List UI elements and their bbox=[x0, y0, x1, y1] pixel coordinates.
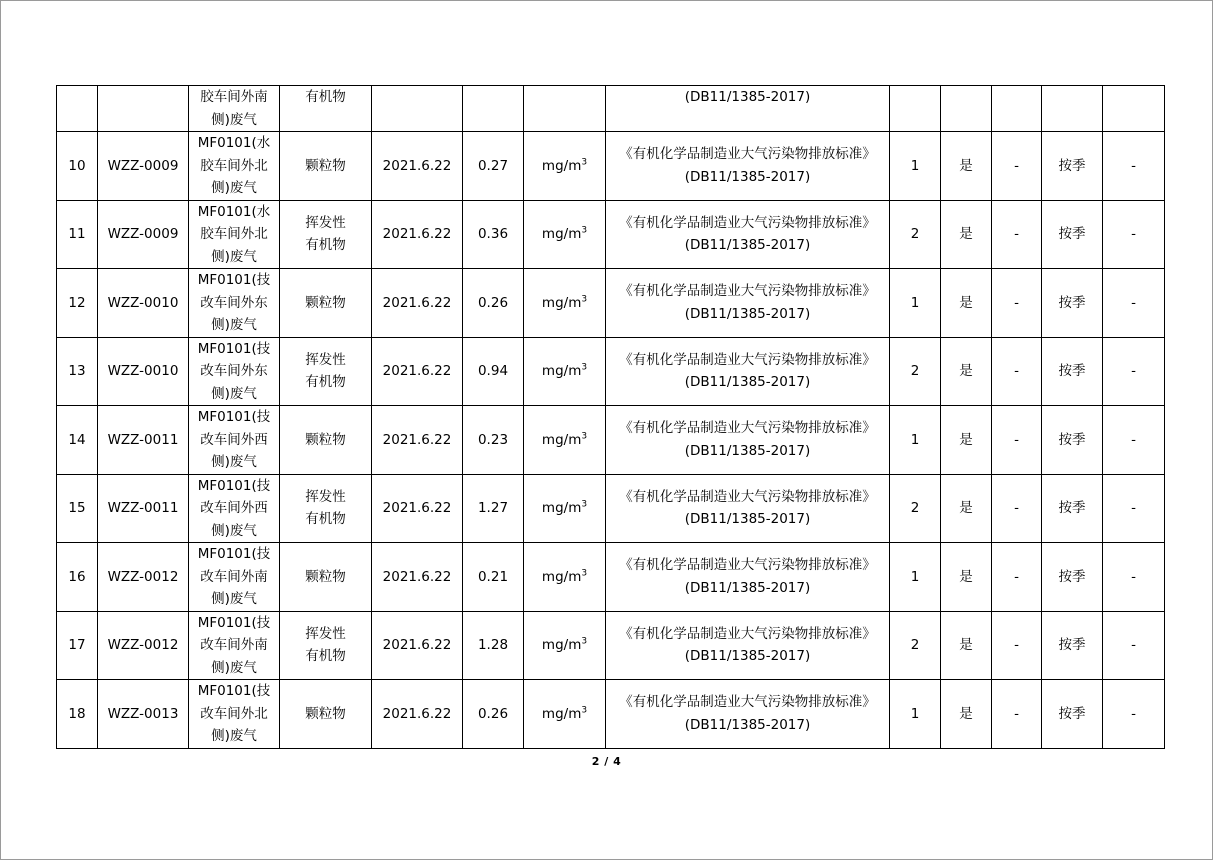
cell-code: WZZ-0010 bbox=[98, 269, 189, 338]
point-line: MF0101(技 bbox=[197, 614, 271, 631]
cell-standard bbox=[606, 474, 890, 543]
cell-no: 13 bbox=[57, 337, 98, 406]
table-row bbox=[57, 132, 1165, 201]
cell-remark: - bbox=[1103, 474, 1165, 543]
standard-code: (DB11/1385-2017) bbox=[684, 374, 811, 391]
point-line: MF0101(技 bbox=[197, 272, 271, 288]
point-line: MF0101(技 bbox=[197, 546, 271, 562]
cell-pollutant bbox=[280, 337, 372, 406]
unit-superscript: 3 bbox=[581, 362, 588, 373]
cell-compliant: 是 bbox=[941, 543, 992, 612]
unit-text: mg/m bbox=[541, 637, 582, 653]
cell-unit bbox=[524, 86, 606, 132]
cell-unit bbox=[524, 200, 606, 269]
cell-count: 1 bbox=[890, 543, 941, 612]
standard-name: 《有机化学品制造业大气污染物排放标准》 bbox=[619, 283, 876, 300]
cell-monitoring-point bbox=[189, 269, 280, 338]
cell-no: 16 bbox=[57, 543, 98, 612]
cell-unit bbox=[524, 611, 606, 680]
standard-code: (DB11/1385-2017) bbox=[684, 511, 811, 528]
cell-value: 0.94 bbox=[463, 337, 524, 406]
pollutant-line: 挥发性 bbox=[305, 488, 346, 505]
cell-no: 11 bbox=[57, 200, 98, 269]
point-line: 改车间外东 bbox=[200, 363, 268, 379]
unit-text: mg/m bbox=[541, 294, 582, 311]
table-row bbox=[57, 611, 1165, 680]
cell-date: 2021.6.22 bbox=[372, 200, 463, 269]
table-row bbox=[57, 406, 1165, 475]
unit-superscript: 3 bbox=[581, 431, 588, 441]
point-line: 改车间外西 bbox=[200, 431, 268, 448]
cell-value bbox=[463, 86, 524, 132]
cell-exceed: - bbox=[992, 680, 1042, 749]
cell-standard bbox=[606, 269, 890, 338]
point-line: 改车间外南 bbox=[200, 637, 268, 653]
unit-superscript: 3 bbox=[581, 705, 588, 715]
point-line: 侧)废气 bbox=[211, 317, 257, 333]
cell-remark bbox=[1103, 86, 1165, 132]
cell-count: 1 bbox=[890, 132, 941, 201]
standard-code: (DB11/1385-2017) bbox=[684, 716, 811, 733]
cell-code: WZZ-0010 bbox=[98, 337, 189, 406]
cell-date bbox=[372, 86, 463, 132]
cell-value: 1.28 bbox=[463, 611, 524, 680]
pollutant-line: 有机物 bbox=[305, 374, 346, 391]
point-line: MF0101(技 bbox=[197, 683, 271, 699]
point-line: 侧)废气 bbox=[211, 522, 257, 539]
cell-pollutant bbox=[280, 132, 372, 201]
table-row bbox=[57, 680, 1165, 749]
cell-frequency: 按季 bbox=[1042, 474, 1103, 543]
table-row bbox=[57, 269, 1165, 338]
point-line: 侧)废气 bbox=[211, 111, 257, 128]
point-line: MF0101(技 bbox=[197, 409, 271, 425]
cell-value: 0.26 bbox=[463, 680, 524, 749]
cell-remark: - bbox=[1103, 680, 1165, 749]
cell-date: 2021.6.22 bbox=[372, 406, 463, 475]
unit-superscript: 3 bbox=[581, 157, 588, 167]
pollutant-line: 有机物 bbox=[305, 511, 346, 528]
point-line: 侧)废气 bbox=[211, 591, 257, 607]
cell-code: WZZ-0012 bbox=[98, 543, 189, 612]
cell-compliant bbox=[941, 86, 992, 132]
cell-no: 14 bbox=[57, 406, 98, 475]
pollutant-line: 有机物 bbox=[305, 648, 346, 665]
standard-name: 《有机化学品制造业大气污染物排放标准》 bbox=[619, 214, 876, 231]
cell-frequency: 按季 bbox=[1042, 337, 1103, 406]
cell-compliant: 是 bbox=[941, 406, 992, 475]
cell-standard bbox=[606, 132, 890, 201]
cell-unit bbox=[524, 474, 606, 543]
pollutant-line: 颗粒物 bbox=[305, 568, 346, 585]
cell-compliant: 是 bbox=[941, 337, 992, 406]
standard-name: 《有机化学品制造业大气污染物排放标准》 bbox=[619, 557, 876, 574]
unit-text: mg/m bbox=[541, 226, 582, 242]
monitoring-results-table bbox=[56, 85, 1165, 749]
cell-count: 2 bbox=[890, 611, 941, 680]
cell-no: 17 bbox=[57, 611, 98, 680]
unit-text: mg/m bbox=[541, 500, 582, 516]
point-line: 侧)废气 bbox=[211, 248, 257, 265]
unit-text: mg/m bbox=[541, 568, 582, 585]
cell-frequency: 按季 bbox=[1042, 269, 1103, 338]
cell-standard bbox=[606, 406, 890, 475]
cell-standard bbox=[606, 680, 890, 749]
cell-standard bbox=[606, 611, 890, 680]
cell-date: 2021.6.22 bbox=[372, 680, 463, 749]
unit-superscript: 3 bbox=[581, 636, 588, 647]
point-line: 侧)废气 bbox=[211, 385, 257, 402]
standard-code: (DB11/1385-2017) bbox=[684, 305, 811, 322]
cell-frequency: 按季 bbox=[1042, 543, 1103, 612]
cell-pollutant bbox=[280, 474, 372, 543]
pollutant-line: 挥发性 bbox=[305, 351, 346, 368]
standard-code: (DB11/1385-2017) bbox=[684, 89, 811, 105]
cell-frequency: 按季 bbox=[1042, 680, 1103, 749]
table-row bbox=[57, 543, 1165, 612]
cell-date: 2021.6.22 bbox=[372, 474, 463, 543]
cell-pollutant bbox=[280, 680, 372, 749]
cell-code: WZZ-0011 bbox=[98, 406, 189, 475]
cell-value: 0.36 bbox=[463, 200, 524, 269]
standard-name: 《有机化学品制造业大气污染物排放标准》 bbox=[619, 694, 876, 711]
unit-superscript: 3 bbox=[581, 568, 588, 578]
cell-unit bbox=[524, 337, 606, 406]
cell-remark: - bbox=[1103, 200, 1165, 269]
cell-unit bbox=[524, 406, 606, 475]
cell-count: 2 bbox=[890, 337, 941, 406]
cell-date: 2021.6.22 bbox=[372, 543, 463, 612]
point-line: 改车间外北 bbox=[200, 705, 268, 722]
cell-monitoring-point bbox=[189, 200, 280, 269]
cell-remark: - bbox=[1103, 543, 1165, 612]
standard-name: 《有机化学品制造业大气污染物排放标准》 bbox=[619, 146, 876, 163]
cell-remark: - bbox=[1103, 337, 1165, 406]
unit-text: mg/m bbox=[541, 157, 582, 174]
pollutant-line: 有机物 bbox=[305, 237, 346, 254]
cell-standard bbox=[606, 337, 890, 406]
cell-pollutant bbox=[280, 543, 372, 612]
pollutant-line: 有机物 bbox=[305, 89, 346, 105]
standard-code: (DB11/1385-2017) bbox=[684, 648, 811, 665]
cell-code: WZZ-0012 bbox=[98, 611, 189, 680]
cell-pollutant bbox=[280, 611, 372, 680]
cell-compliant: 是 bbox=[941, 680, 992, 749]
point-line: MF0101(技 bbox=[197, 477, 271, 494]
cell-monitoring-point bbox=[189, 406, 280, 475]
point-line: MF0101(水 bbox=[197, 135, 271, 151]
point-line: 侧)废气 bbox=[211, 659, 257, 676]
standard-code: (DB11/1385-2017) bbox=[684, 168, 811, 185]
point-line: 侧)废气 bbox=[211, 454, 257, 470]
cell-monitoring-point bbox=[189, 132, 280, 201]
cell-count: 2 bbox=[890, 200, 941, 269]
cell-unit bbox=[524, 543, 606, 612]
standard-name: 《有机化学品制造业大气污染物排放标准》 bbox=[619, 351, 876, 368]
standard-name: 《有机化学品制造业大气污染物排放标准》 bbox=[619, 420, 876, 437]
cell-remark: - bbox=[1103, 269, 1165, 338]
cell-monitoring-point bbox=[189, 86, 280, 132]
cell-count: 1 bbox=[890, 269, 941, 338]
cell-no: 15 bbox=[57, 474, 98, 543]
cell-remark: - bbox=[1103, 132, 1165, 201]
table-row bbox=[57, 337, 1165, 406]
cell-count: 2 bbox=[890, 474, 941, 543]
point-line: MF0101(水 bbox=[197, 203, 271, 220]
cell-unit bbox=[524, 269, 606, 338]
cell-code: WZZ-0011 bbox=[98, 474, 189, 543]
point-line: 侧)废气 bbox=[211, 180, 257, 196]
cell-pollutant bbox=[280, 200, 372, 269]
cell-no: 12 bbox=[57, 269, 98, 338]
cell-compliant: 是 bbox=[941, 200, 992, 269]
point-line: 侧)废气 bbox=[211, 728, 257, 744]
cell-standard bbox=[606, 200, 890, 269]
cell-standard bbox=[606, 543, 890, 612]
cell-exceed: - bbox=[992, 337, 1042, 406]
cell-unit bbox=[524, 680, 606, 749]
cell-frequency: 按季 bbox=[1042, 406, 1103, 475]
cell-exceed: - bbox=[992, 132, 1042, 201]
cell-value: 0.27 bbox=[463, 132, 524, 201]
unit-text: mg/m bbox=[541, 705, 582, 722]
pollutant-line: 颗粒物 bbox=[305, 705, 346, 722]
cell-exceed: - bbox=[992, 406, 1042, 475]
cell-code: WZZ-0013 bbox=[98, 680, 189, 749]
cell-count: 1 bbox=[890, 406, 941, 475]
cell-value: 0.23 bbox=[463, 406, 524, 475]
cell-no: 10 bbox=[57, 132, 98, 201]
cell-compliant: 是 bbox=[941, 474, 992, 543]
standard-name: 《有机化学品制造业大气污染物排放标准》 bbox=[619, 488, 876, 505]
cell-date: 2021.6.22 bbox=[372, 132, 463, 201]
point-line: 改车间外南 bbox=[200, 568, 268, 585]
cell-monitoring-point bbox=[189, 611, 280, 680]
cell-value: 0.21 bbox=[463, 543, 524, 612]
standard-code: (DB11/1385-2017) bbox=[684, 442, 811, 459]
cell-monitoring-point bbox=[189, 680, 280, 749]
point-line: 胶车间外北 bbox=[200, 157, 268, 174]
cell-frequency: 按季 bbox=[1042, 132, 1103, 201]
point-line: 改车间外西 bbox=[200, 500, 268, 516]
cell-exceed: - bbox=[992, 474, 1042, 543]
cell-value: 1.27 bbox=[463, 474, 524, 543]
cell-no bbox=[57, 86, 98, 132]
unit-superscript: 3 bbox=[581, 225, 588, 236]
cell-frequency: 按季 bbox=[1042, 200, 1103, 269]
table-row bbox=[57, 474, 1165, 543]
cell-pollutant bbox=[280, 86, 372, 132]
cell-monitoring-point bbox=[189, 337, 280, 406]
unit-superscript: 3 bbox=[581, 294, 588, 304]
cell-frequency bbox=[1042, 86, 1103, 132]
cell-exceed bbox=[992, 86, 1042, 132]
cell-code bbox=[98, 86, 189, 132]
standard-code: (DB11/1385-2017) bbox=[684, 237, 811, 254]
cell-unit bbox=[524, 132, 606, 201]
standard-name: 《有机化学品制造业大气污染物排放标准》 bbox=[619, 625, 876, 642]
table-body bbox=[57, 86, 1165, 749]
cell-monitoring-point bbox=[189, 543, 280, 612]
pollutant-line: 颗粒物 bbox=[305, 431, 346, 448]
cell-exceed: - bbox=[992, 200, 1042, 269]
cell-compliant: 是 bbox=[941, 611, 992, 680]
cell-pollutant bbox=[280, 406, 372, 475]
cell-monitoring-point bbox=[189, 474, 280, 543]
cell-remark: - bbox=[1103, 611, 1165, 680]
cell-date: 2021.6.22 bbox=[372, 269, 463, 338]
cell-code: WZZ-0009 bbox=[98, 132, 189, 201]
cell-no: 18 bbox=[57, 680, 98, 749]
pollutant-line: 挥发性 bbox=[305, 214, 346, 231]
pollutant-line: 挥发性 bbox=[305, 625, 346, 642]
cell-date: 2021.6.22 bbox=[372, 337, 463, 406]
cell-compliant: 是 bbox=[941, 132, 992, 201]
cell-code: WZZ-0009 bbox=[98, 200, 189, 269]
cell-compliant: 是 bbox=[941, 269, 992, 338]
point-line: 胶车间外南 bbox=[200, 89, 268, 105]
cell-count bbox=[890, 86, 941, 132]
cell-remark: - bbox=[1103, 406, 1165, 475]
cell-exceed: - bbox=[992, 543, 1042, 612]
pollutant-line: 颗粒物 bbox=[305, 157, 346, 174]
cell-frequency: 按季 bbox=[1042, 611, 1103, 680]
table-row-continued bbox=[57, 86, 1165, 132]
table-row bbox=[57, 200, 1165, 269]
standard-code: (DB11/1385-2017) bbox=[684, 579, 811, 596]
cell-exceed: - bbox=[992, 611, 1042, 680]
point-line: 胶车间外北 bbox=[200, 226, 268, 242]
point-line: MF0101(技 bbox=[197, 340, 271, 357]
point-line: 改车间外东 bbox=[200, 294, 268, 311]
cell-exceed: - bbox=[992, 269, 1042, 338]
pollutant-line: 颗粒物 bbox=[305, 294, 346, 311]
unit-text: mg/m bbox=[541, 431, 582, 448]
cell-count: 1 bbox=[890, 680, 941, 749]
unit-superscript: 3 bbox=[581, 499, 588, 510]
cell-value: 0.26 bbox=[463, 269, 524, 338]
unit-text: mg/m bbox=[541, 363, 582, 379]
cell-standard bbox=[606, 86, 890, 132]
cell-pollutant bbox=[280, 269, 372, 338]
page-number: 2 / 4 bbox=[591, 755, 622, 768]
cell-date: 2021.6.22 bbox=[372, 611, 463, 680]
